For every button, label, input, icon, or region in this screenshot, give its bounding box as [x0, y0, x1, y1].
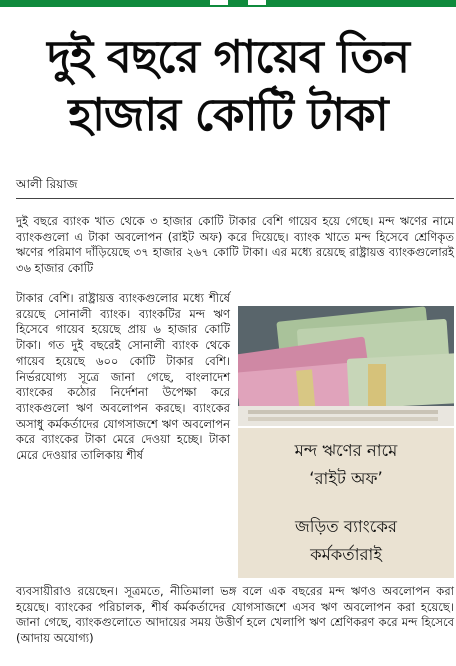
masthead-mark: [248, 0, 266, 5]
byline: আলী রিয়াজ: [16, 177, 78, 191]
banknotes-illustration: [238, 306, 454, 426]
pull-quote-line-2: ‘রাইট অফ’: [309, 469, 383, 488]
headline-line-2: হাজার কোটি টাকা: [68, 88, 388, 141]
pull-quote-line-3: জড়িত ব্যাংকের: [295, 517, 397, 536]
banknotes-photo: [238, 306, 454, 426]
masthead-strip: [0, 0, 456, 7]
headline: [0, 28, 456, 144]
headline-line-1: দুই বছরে গায়েব তিন: [47, 30, 409, 83]
byline-divider: [16, 198, 454, 199]
pull-quote-line-4: কর্মকর্তারাই: [310, 545, 382, 564]
pull-quote-box: [238, 428, 454, 578]
article-paragraph-column: টাকার বেশি। রাষ্ট্রায়ত্ত ব্যাংকগুলোর মধ্যে শীর্ষে রয়েছে সোনালী ব্যাংক। ব্যাংকটির মন্দ ঋণ হিসেবে গায়েব হয়েছে প্রায় ৬ হাজার কোটি টাকা। গত দুই বছরেই সোনালী ব্যাংক থেকে গায়েব হয়েছে ৬০০ কোটি টাকার বেশি। নির্ভরযোগ্য সূত্রে জানা গেছে, বাংলাদেশ ব্যাংকের কঠোর নির্দেশনা উপেক্ষা করে ব্যাংকগুলো ঋণ অবলোপন করছে। ব্যাংকের অসাধু কর্মকর্তাদের যোগসাজশে ঋণ অবলোপন করে ব্যাংকের টাকা মেরে দেওয়া হচ্ছে। টাকা মেরে দেওয়ার তালিকায় শীর্ষ: [16, 291, 230, 463]
article-paragraph-bottom: ব্যবসায়ীরাও রয়েছেন। সূত্রমতে, নীতিমালা ভঙ্গ বলে এক বছরের মন্দ ঋণও অবলোপন করা হয়েছে। ব্যাংকের পরিচালক, শীর্ষ কর্মকর্তাদের যোগসাজশে এসব ঋণ অবলোপন করা হয়েছে। জানা গেছে, ব্যাংকগুলোতে আদায়ের সময় উত্তীর্ণ হলে খেলাপি ঋণ শ্রেণিকরণ করে মন্দ হিসেবে (আদায় অযোগ্য): [16, 584, 454, 646]
article-paragraph-intro: দুই বছরে ব্যাংক খাত থেকে ৩ হাজার কোটি টাকার বেশি গায়েব হয়ে গেছে। মন্দ ঋণের নামে ব্যাংকগুলো এ টাকা অবলোপন (রাইট অফ) করে দিয়েছে। ব্যাংক খাতে মন্দ হিসেবে শ্রেণিকৃত ঋণের পরিমাণ দাঁড়িয়েছে ৩৭ হাজার ২৬৭ কোটি টাকা। এর মধ্যে রয়েছে রাষ্ট্রায়ত্ত ব্যাংকগুলোরই ৩৬ হাজার কোটি: [16, 214, 454, 276]
masthead-mark: [210, 0, 228, 5]
pull-quote-line-1: মন্দ ঋণের নামে: [294, 441, 398, 460]
